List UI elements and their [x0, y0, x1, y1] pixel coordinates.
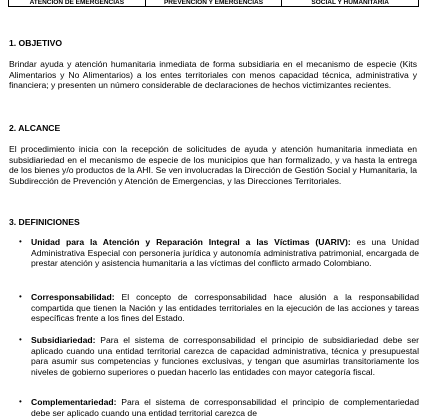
bullet-icon: •: [19, 335, 22, 344]
bullet-icon: •: [19, 237, 22, 246]
definition-item-uariv: [19, 237, 420, 269]
definition-term: Complementariedad:: [31, 397, 117, 407]
section-title-alcance: 2. ALCANCE: [9, 123, 61, 133]
bullet-icon: •: [19, 292, 22, 301]
header-table-row: [8, 0, 419, 7]
section-title-definiciones: 3. DEFINICIONES: [9, 217, 80, 227]
definition-item-subsidiariedad: [19, 335, 419, 377]
header-cell-prevencion: PREVENCIÓN Y EMERGENCIAS: [146, 0, 283, 6]
header-cell-social: SOCIAL Y HUMANITARIA: [311, 0, 389, 6]
definition-item-corresponsabilidad: [19, 292, 419, 324]
definition-term: Unidad para la Atención y Reparación Integral a las Víctimas (UARIV):: [31, 237, 351, 247]
paragraph-alcance: El procedimiento inicia con la recepción de solicitudes de ayuda y atención humanitaria inmediata en subsidiariedad en el mecanismo de especie de los municipios que han formalizado, y va hasta la entrega de los bienes y/o productos de la AHI. Se ven involucradas la Dirección de Gestión Social y Humanitaria, la Subdirección de Prevención y Atención de Emergencias, y las Direcciones Territoriales.: [9, 144, 417, 186]
definition-text: es una Unidad Administrativa Especial con personería jurídica y autonomía administrativa patrimonial, encargada de prestar atención y asistencia humanitaria a las víctimas del conflicto armado Colombiano.: [31, 237, 420, 269]
paragraph-objetivo: Brindar ayuda y atención humanitaria inmediata de forma subsidiaria en el mecanismo de especie (Kits Alimentarios y No Alimentarios) a los entes territoriales con menos capacidad técnica, administrativa y financiera; y presenten un número considerable de declaraciones de hechos victimizantes recientes.: [9, 59, 417, 91]
section-title-objetivo: 1. OBJETIVO: [9, 38, 63, 48]
definition-text: El concepto de corresponsabilidad hace alusión a la responsabilidad compartida que tienen la Nación y las entidades territoriales en la ejecución de las acciones y tareas específicas frente a los fines del Estado.: [31, 292, 419, 324]
bullet-icon: •: [19, 397, 22, 406]
definition-text: Para el sistema de corresponsabilidad el principio de subsidiariedad debe ser aplicado cuando una entidad territorial carezca de capacidad administrativa, técnica y presupuestal para asumir sus competencias y funciones exclusivas, y tengan que asumirlas transitoriamente los niveles de gobierno superiores o puedan hacerlo las entidades con mayor categoría fiscal.: [31, 335, 419, 377]
definition-term: Corresponsabilidad:: [31, 292, 115, 302]
definition-text: Para el sistema de corresponsabilidad el principio de complementariedad debe ser aplicado cuando una entidad territorial carezca de: [31, 397, 419, 418]
definition-item-complementariedad: [19, 397, 419, 418]
definition-term: Subsidiariedad:: [31, 335, 96, 345]
header-cell-atencion: ATENCIÓN DE EMERGENCIAS: [9, 0, 146, 6]
